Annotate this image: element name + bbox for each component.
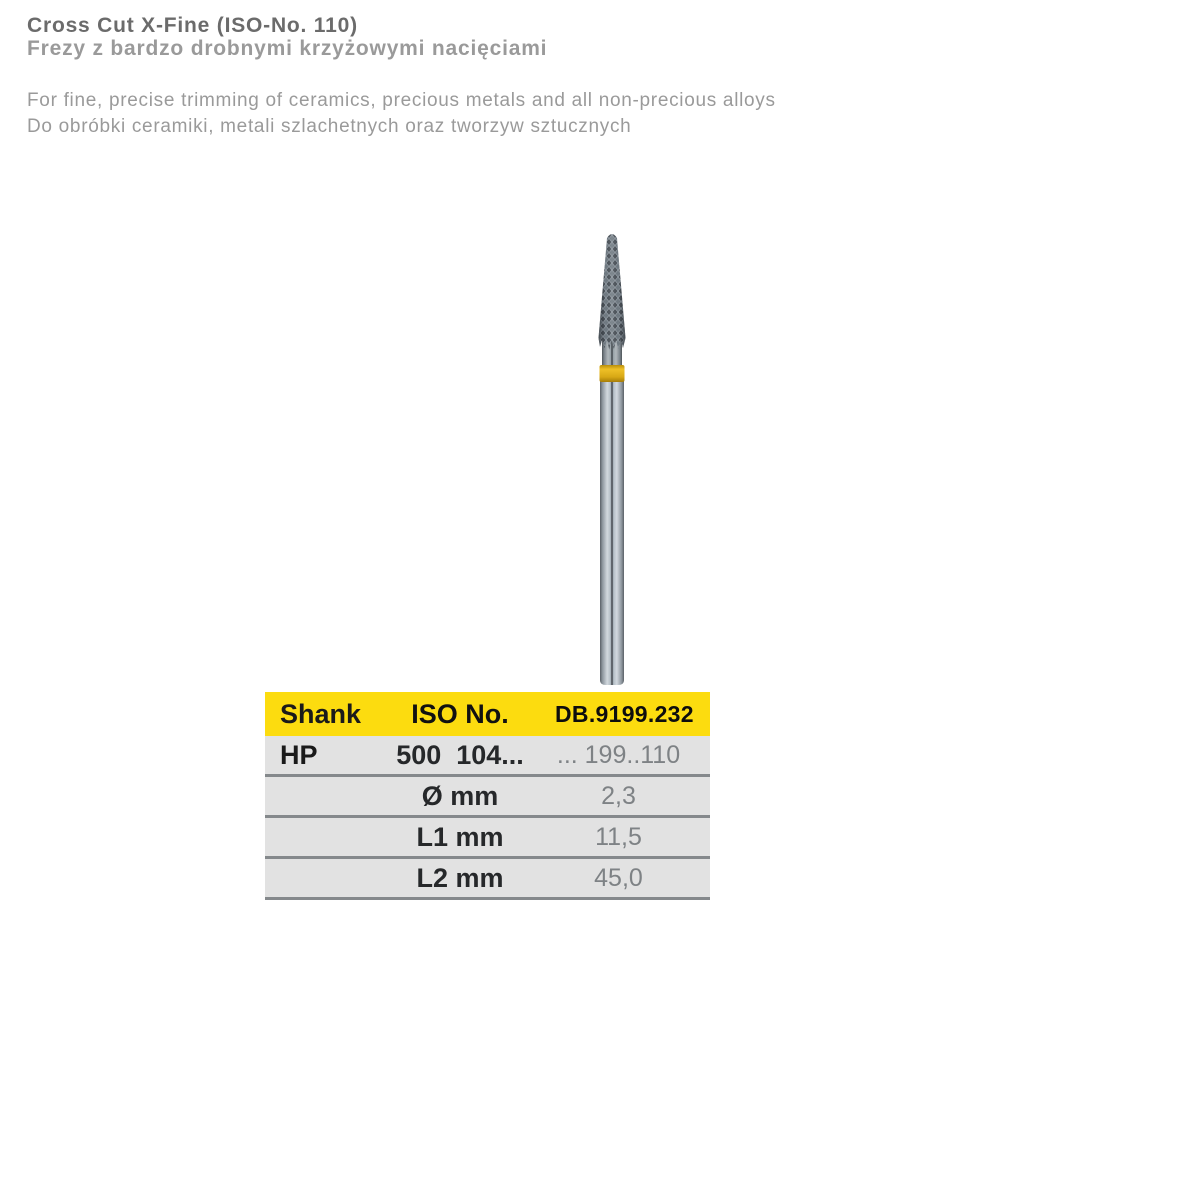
spec-table [265, 692, 710, 900]
diameter-value: 2,3 [601, 781, 636, 810]
shank-column-header: Shank [280, 698, 362, 729]
bur-shank [600, 378, 624, 685]
l1-label: L1 mm [416, 821, 504, 852]
shank-type-value: HP [280, 739, 318, 770]
diameter-label: Ø mm [421, 780, 499, 811]
l2-value: 45,0 [594, 863, 643, 892]
description-en: For fine, precise trimming of ceramics, precious metals and all non-precious alloys [27, 90, 776, 111]
iso-number-prefix: 500 104... [396, 739, 524, 770]
table-row-l2 [265, 859, 710, 897]
bur-cutting-head [599, 234, 626, 350]
table-row-shank [265, 736, 710, 774]
header-block [27, 14, 547, 60]
description-block [27, 88, 776, 140]
table-row-diameter [265, 777, 710, 815]
iso-column-header: ISO No. [411, 698, 509, 729]
table-row-l1 [265, 818, 710, 856]
iso-number-suffix: ... 199..110 [556, 740, 681, 769]
bur-color-band [600, 365, 625, 382]
description-polish: Do obróbki ceramiki, metali szlachetnych oraz tworzyw sztucznych [27, 116, 632, 137]
bur-product-image [555, 228, 669, 690]
order-code: DB.9199.232 [555, 700, 694, 727]
table-header-row [265, 692, 710, 736]
l1-value: 11,5 [595, 822, 642, 851]
table-bottom-border [265, 897, 710, 900]
page-title: Cross Cut X-Fine (ISO-No. 110) [27, 14, 358, 37]
page-title-polish: Frezy z bardzo drobnymi krzyżowymi nacięciami [27, 37, 548, 60]
l2-label: L2 mm [416, 862, 504, 893]
